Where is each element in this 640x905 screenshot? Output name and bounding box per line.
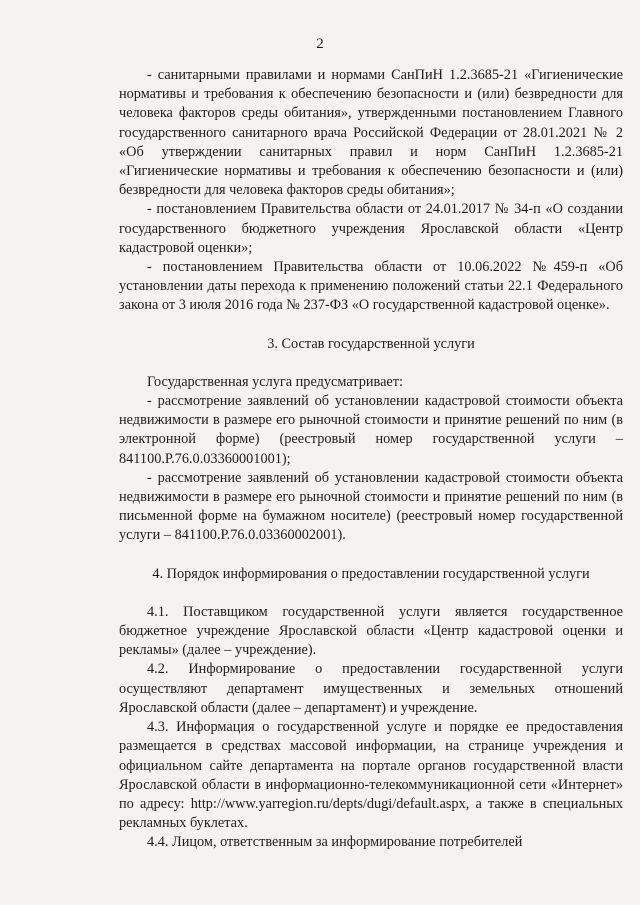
paragraph-resolution-459p: - постановлением Правительства области от 10.06.2022 №459-п «Об установлении даты перехода к применению положений статьи 22.1 Федерального закона от 3 июля 2016 года № 237-ФЗ «О государственной кадастровой оценке». xyxy=(119,259,623,314)
paragraph-4-2: 4.2. Информирование о предоставлении государственной услуги осуществляют департамент имущественных и земельных отношений Ярославской области (далее – департамент) и учреждение. xyxy=(119,661,623,716)
paragraph-4-1: 4.1. Поставщиком государственной услуги является государственное бюджетное учреждение Ярославской области «Центр кадастровой оценки и рекламы» (далее – учреждение). xyxy=(119,603,623,659)
paragraph-service-provides: Государственная услуга предусматривает: xyxy=(147,373,403,390)
section-heading-4: 4. Порядок информирования о предоставлении государственной услуги xyxy=(152,565,590,582)
paragraph-resolution-34p: - постановлением Правительства области от 24.01.2017 № 34-п «О создании государственного бюджетного учреждения Ярославской области «Центр кадастровой оценки»; xyxy=(119,201,623,256)
document-body xyxy=(119,66,623,853)
paragraph-paper-form: - рассмотрение заявлений об установлении кадастровой стоимости объекта недвижимости в размере его рыночной стоимости и принятие решений по ним (в письменной форме на бумажном носителе) (реестровый номер государственной услуги – 841100.Р.76.0.03360002001). xyxy=(119,469,623,544)
paragraph-4-4: 4.4. Лицом, ответственным за информирование потребителей xyxy=(147,834,523,851)
section-heading-3: 3. Состав государственной услуги xyxy=(267,335,475,352)
paragraph-electronic-form: - рассмотрение заявлений об установлении кадастровой стоимости объекта недвижимости в размере его рыночной стоимости и принятие решений по ним (в электронной форме) (реестровый номер государственной услуги – 841100.Р.76.0.03360001001); xyxy=(119,393,623,467)
paragraph-sanpin: - санитарными правилами и нормами СанПиН 1.2.3685-21 «Гигиенические нормативы и требования к обеспечению безопасности и (или) безвредности для человека факторов среды обитания», утвержденными постановлением Главного государственного санитарного врача Российской Федерации от 28.01.2021 № 2 «Об утверждении санитарных правил и норм СанПиН 1.2.3685-21 «Гигиенические нормативы и требования к обеспечению безопасности и (или) безвредности для человека факторов среды обитания»; xyxy=(119,67,623,199)
page-number: 2 xyxy=(316,36,324,52)
paragraph-4-3: 4.3. Информация о государственной услуге и порядке ее предоставления размещается в средствах массовой информации, на странице учреждения и официальном сайте департамента на портале органов государственной власти Ярославской области в информационно-телекоммуникационной сети «Интернет» по адресу: http://www.yarregion.ru/depts/dugi/default.aspx, а также в специальных рекламных буклетах. xyxy=(119,719,623,832)
